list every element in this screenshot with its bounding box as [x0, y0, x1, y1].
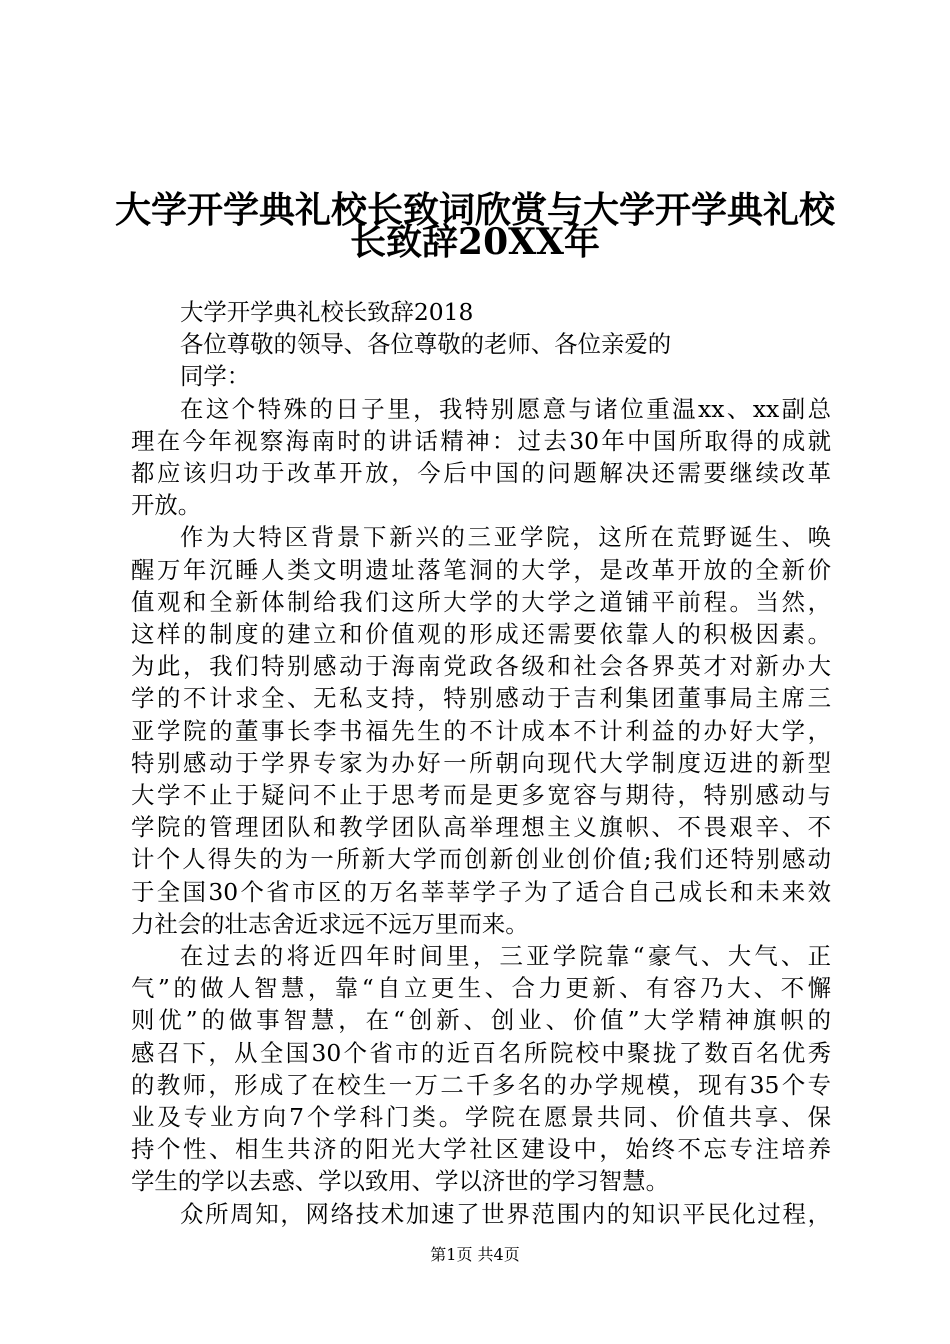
- document-line: 这样的制度的建立和价值观的形成还需要依靠人的积极因素。: [131, 620, 831, 649]
- document-title-line-1: 大学开学典礼校长致词欣赏与大学开学典礼校: [114, 189, 835, 231]
- document-line: 亚学院的董事长李书福先生的不计成本不计利益的办好大学，: [131, 716, 831, 745]
- document-body: [131, 296, 831, 1230]
- document-line: 学生的学以去惑、学以致用、学以济世的学习智慧。: [131, 1167, 669, 1196]
- document-line: 作为大特区背景下新兴的三亚学院，这所在荒野诞生、唤: [180, 523, 831, 552]
- document-line: 于全国30个省市区的万名莘莘学子为了适合自己成长和未来效: [131, 877, 831, 906]
- document-line: 在这个特殊的日子里，我特别愿意与诸位重温xx、xx副总: [180, 394, 831, 423]
- document-line: 感召下，从全国30个省市的近百名所院校中聚拢了数百名优秀: [131, 1038, 831, 1067]
- document-line: 学的不计求全、无私支持，特别感动于吉利集团董事局主席三: [131, 684, 831, 713]
- document-line: 醒万年沉睡人类文明遗址落笔洞的大学，是改革开放的全新价: [131, 555, 831, 584]
- document-line: 都应该归功于改革开放，今后中国的问题解决还需要继续改革: [131, 459, 831, 488]
- document-line: 大学不止于疑问不止于思考而是更多宽容与期待，特别感动与: [131, 781, 831, 810]
- document-line: 力社会的壮志舍近求远不远万里而来。: [131, 909, 529, 938]
- document-line: 的教师，形成了在校生一万二千多名的办学规模，现有35个专: [131, 1070, 831, 1099]
- document-line: 特别感动于学界专家为办好一所朝向现代大学制度迈进的新型: [131, 748, 831, 777]
- document-line: 持个性、相生共济的阳光大学社区建设中，始终不忘专注培养: [131, 1135, 831, 1164]
- document-line: 计个人得失的为一所新大学而创新创业创价值;我们还特别感动: [131, 845, 831, 874]
- document-line: 大学开学典礼校长致辞2018: [180, 298, 474, 326]
- document-line: 在过去的将近四年时间里，三亚学院靠“豪气、大气、正: [180, 942, 831, 971]
- document-line: 业及专业方向7个学科门类。学院在愿景共同、价值共享、保: [131, 1103, 831, 1132]
- page-footer: 第1页 共4页: [430, 1245, 520, 1264]
- document-line: 气”的做人智慧，靠“自立更生、合力更新、有容乃大、不懈: [131, 974, 831, 1003]
- document-line: 值观和全新体制给我们这所大学的大学之道铺平前程。当然，: [131, 587, 831, 616]
- document-line: 为此，我们特别感动于海南党政各级和社会各界英才对新办大: [131, 652, 831, 681]
- document-line: 学院的管理团队和教学团队高举理想主义旗帜、不畏艰辛、不: [131, 813, 831, 842]
- document-line: 众所周知，网络技术加速了世界范围内的知识平民化过程，: [180, 1199, 831, 1228]
- document-title-line-2: 长致辞20XX年: [350, 221, 600, 263]
- document-line: 各位尊敬的领导、各位尊敬的老师、各位亲爱的: [180, 330, 672, 359]
- document-line: 同学：: [180, 362, 251, 391]
- document-line: 理在今年视察海南时的讲话精神：过去30年中国所取得的成就: [131, 426, 831, 455]
- document-line: 开放。: [131, 491, 202, 520]
- document-line: 则优”的做事智慧，在“创新、创业、价值”大学精神旗帜的: [131, 1006, 831, 1035]
